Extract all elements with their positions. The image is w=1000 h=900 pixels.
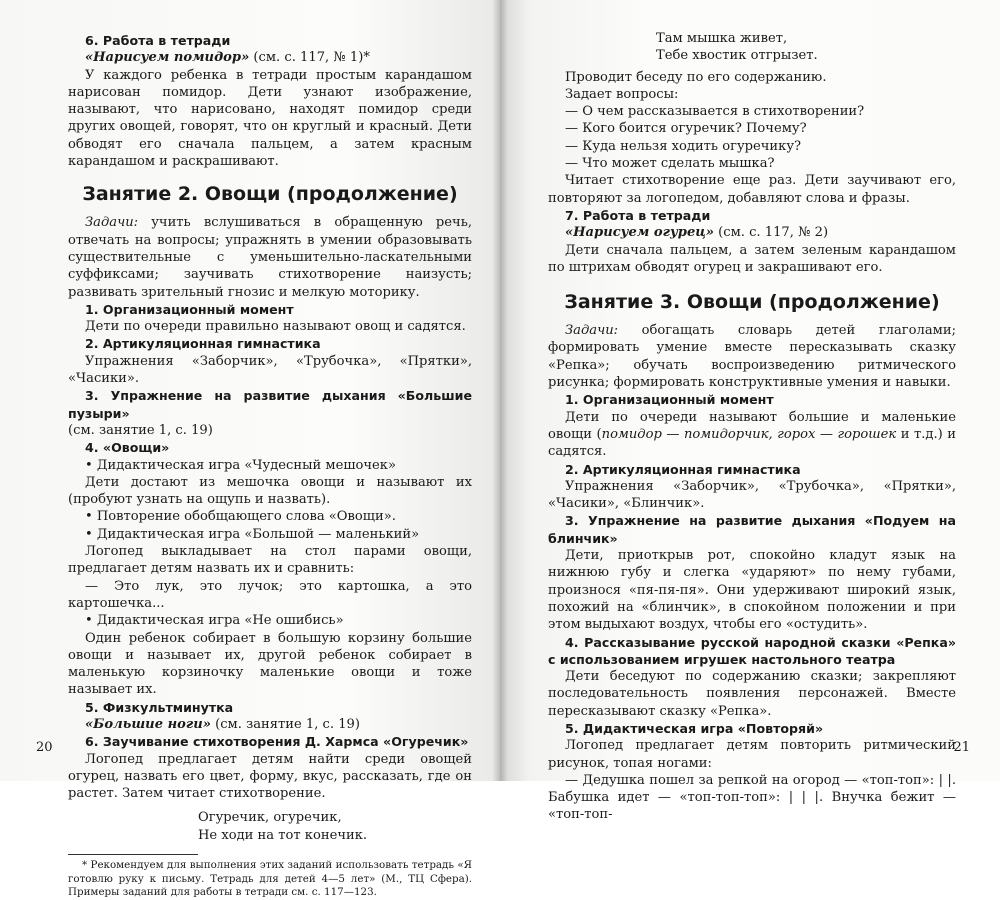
dialog-line: — Дедушка пошел за репкой на огород — «топ-топ»: | |. Бабушка идет — «топ-топ-топ»: | | |. Внучка бежит — «топ-топ- (548, 772, 956, 823)
tasks-paragraph (548, 322, 956, 391)
verse-line: Огуречик, огуречик, (198, 810, 342, 826)
section-heading: 3. Упражнение на развитие дыхания «Подуем на блинчик» (548, 513, 956, 546)
paragraph: Дети сначала пальцем, а затем зеленым карандашом по штрихам обводят огурец и закрашивают его. (548, 242, 956, 275)
bullet-item: • Дидактическая игра «Чудесный мешочек» (85, 457, 396, 473)
right-page (500, 0, 1000, 823)
exercise-title: «Большие ноги» (85, 716, 211, 732)
paragraph: Дети, приоткрыв рот, спокойно кладут язык на нижнюю губу и слегка «ударяют» по нему губами, произнося «пя-пя-пя». Они удерживают широкий язык, похожий на «блинчик», в спокойном положении и при этом выдыхают воздух, чтобы его «остудить». (548, 548, 956, 633)
section-heading: 4. «Овощи» (85, 440, 170, 456)
tasks-paragraph (68, 214, 472, 300)
text-fragment: и т.д.) и садятся. (548, 426, 957, 460)
page-number: 20 (36, 740, 53, 755)
paragraph: Задает вопросы: (565, 86, 679, 102)
tasks-text: учить вслушиваться в обращенную речь, отвечать на вопросы; упражнять в умении образовывать существительные с уменьшительно-ласкательными суффиксами; заучивать стихотворение наизусть; развивать зрительный гнозис и мелкую моторику. (68, 215, 472, 300)
section-heading: 6. Работа в тетради (85, 33, 231, 48)
left-page (0, 0, 500, 899)
paragraph: Логопед выкладывает на стол парами овощи, предлагает детям назвать их и сравнить: (68, 544, 472, 577)
section-heading: 1. Организационный момент (565, 392, 774, 408)
lesson-title: Занятие 2. Овощи (продолжение) (82, 183, 458, 206)
verse-line: Там мышка живет, (656, 31, 788, 46)
section-heading: 2. Артикуляционная гимнастика (565, 461, 801, 477)
section-heading: 2. Артикуляционная гимнастика (85, 336, 321, 352)
paragraph: Логопед предлагает детям найти среди овощей огурец, назвать его цвет, форму, вкус, рассказать, где он растет. Затем читает стихотворение. (68, 751, 472, 802)
left-text-column (68, 32, 472, 900)
italic-examples: помидор — помидорчик, горох — горошек (601, 426, 897, 442)
footnote: * Рекомендуем для выполнения этих заданий использовать тетрадь «Я готовлю руку к письму. Тетрадь для детей 4—5 лет» (М., ТЦ Сфера). Примеры заданий для работы в тетради см. с. 117—123. (68, 859, 472, 899)
question-line: — Куда нельзя ходить огуречику? (565, 138, 802, 154)
paragraph: Проводит беседу по его содержанию. (565, 69, 827, 85)
section-heading: 5. Дидактическая игра «Повторяй» (565, 720, 824, 736)
paragraph: Дети беседуют по содержанию сказки; закрепляют последовательность появления персонажей. Вместе пересказывают сказку «Репка». (548, 669, 956, 719)
tasks-label: Задачи: (565, 323, 619, 339)
dialog-line: — Это лук, это лучок; это картошка, а это картошечка... (68, 578, 472, 611)
paragraph: (см. занятие 1, с. 19) (68, 422, 213, 438)
right-text-column (548, 32, 956, 824)
paragraph: Читает стихотворение еще раз. Дети заучивают его, повторяют за логопедом, добавляют слова и фразы. (548, 173, 956, 206)
section-heading: 3. Упражнение на развитие дыхания «Большие пузыри» (68, 388, 472, 421)
verse-line: Не ходи на тот конечик. (198, 827, 368, 843)
tasks-label: Задачи: (85, 215, 139, 231)
footnote-divider (68, 854, 198, 855)
paragraph: Логопед предлагает детям повторить ритмический рисунок, топая ногами: (548, 738, 956, 771)
paragraph: Дети достают из мешочка овощи и называют их (пробуют узнать на ощупь и назвать). (68, 474, 472, 508)
question-line: — О чем рассказывается в стихотворении? (565, 104, 865, 120)
paragraph: У каждого ребенка в тетради простым карандашом нарисован помидор. Дети узнают изображение, называют, что нарисовано, находят помидор среди других овощей, говорят, что он круглый и красный. Дети обводят его сначала пальцем, а затем красным карандашом и раскрашивают. (68, 67, 472, 170)
task-reference: (см. с. 117, № 1)* (249, 50, 370, 66)
exercise-reference: (см. занятие 1, с. 19) (210, 716, 360, 732)
tasks-text: обогащать словарь детей глаголами; формировать умение вместе пересказывать сказку «Репка»; обучать воспроизведению ритмического рисунка; формировать конструктивные умения и навыки. (548, 323, 956, 391)
paragraph: Один ребенок собирает в большую корзину большие овощи и называет их, другой ребенок собирает в маленькую корзиночку маленькие овощи и тоже называет их. (68, 630, 472, 698)
notebook-task (68, 49, 472, 66)
verse-line: Тебе хвостик отгрызет. (656, 48, 818, 64)
question-line: — Что может сделать мышка? (565, 156, 775, 172)
paragraph: Упражнения «Заборчик», «Трубочка», «Прятки», «Часики», «Блинчик». (548, 478, 956, 512)
section-heading: 4. Рассказывание русской народной сказки «Репка» с использованием игрушек настольного театра (548, 634, 956, 667)
bullet-item: • Дидактическая игра «Большой — маленький» (85, 526, 420, 542)
section-heading: 6. Заучивание стихотворения Д. Хармса «Огуречик» (85, 734, 469, 750)
paragraph: Дети по очереди правильно называют овощ и садятся. (85, 319, 466, 335)
text-fragment: Дети по очереди называют большие и маленькие овощи ( (548, 409, 956, 442)
section-heading: 5. Физкультминутка (85, 699, 234, 715)
page-number: 21 (953, 740, 970, 755)
paragraph (548, 409, 956, 461)
paragraph: Упражнения «Заборчик», «Трубочка», «Прятки», «Часики». (68, 353, 472, 387)
bullet-item: • Дидактическая игра «Не ошибись» (85, 613, 344, 629)
section-heading: 1. Организационный момент (85, 301, 294, 317)
section-heading: 7. Работа в тетради (565, 207, 711, 223)
question-line: — Кого боится огуречик? Почему? (565, 121, 807, 137)
lesson-title: Занятие 3. Овощи (продолжение) (564, 291, 940, 314)
notebook-task (548, 224, 956, 241)
task-reference: (см. с. 117, № 2) (713, 225, 829, 241)
task-title: «Нарисуем огурец» (565, 225, 714, 241)
bullet-item: • Повторение обобщающего слова «Овощи». (85, 509, 396, 525)
exercise-ref (68, 716, 472, 733)
task-title: «Нарисуем помидор» (85, 50, 250, 66)
